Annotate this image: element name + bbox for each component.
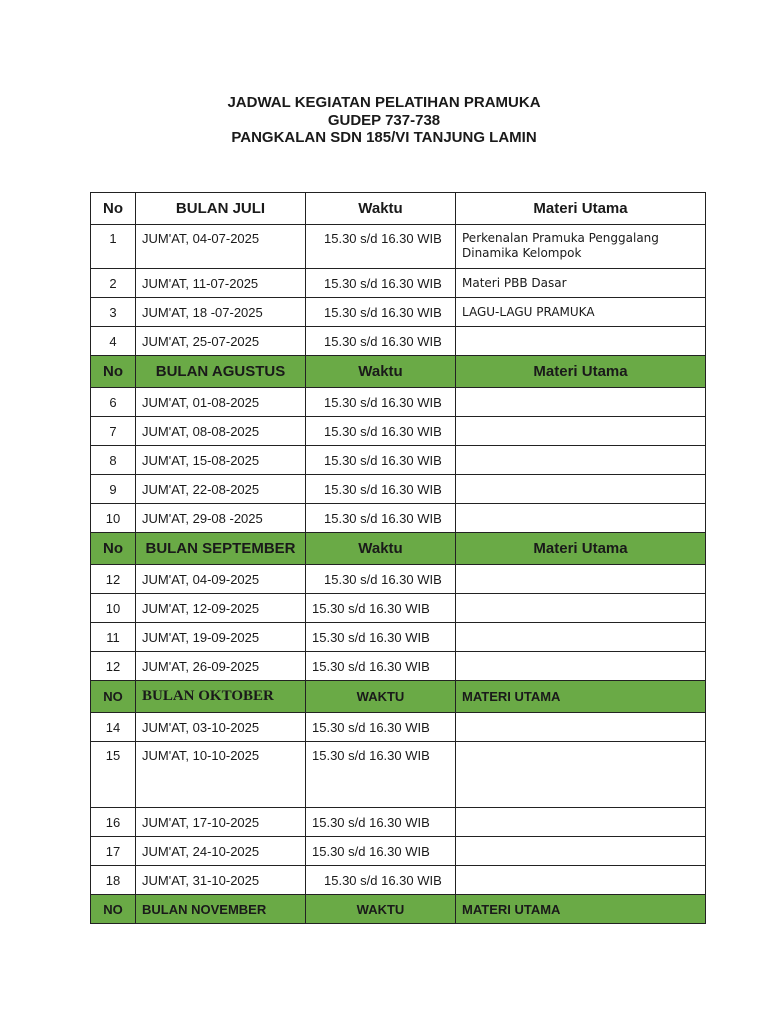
row-date: JUM'AT, 15-08-2025 [136, 446, 306, 475]
table-row [91, 808, 706, 837]
row-material [456, 504, 706, 533]
header-no: NO [91, 895, 136, 924]
header-row-november [91, 895, 706, 924]
header-no: No [91, 193, 136, 225]
row-date: JUM'AT, 08-08-2025 [136, 417, 306, 446]
row-no: 10 [91, 594, 136, 623]
row-material [456, 866, 706, 895]
row-date: JUM'AT, 04-09-2025 [136, 565, 306, 594]
header-no: No [91, 356, 136, 388]
row-time: 15.30 s/d 16.30 WIB [306, 594, 456, 623]
row-time: 15.30 s/d 16.30 WIB [306, 225, 456, 269]
row-material [456, 446, 706, 475]
row-time: 15.30 s/d 16.30 WIB [306, 652, 456, 681]
header-material: Materi Utama [456, 533, 706, 565]
header-month: BULAN OKTOBER [136, 681, 306, 713]
header-row-september [91, 533, 706, 565]
header-material: MATERI UTAMA [456, 681, 706, 713]
row-no: 6 [91, 388, 136, 417]
table-row [91, 594, 706, 623]
row-no: 3 [91, 298, 136, 327]
row-date: JUM'AT, 01-08-2025 [136, 388, 306, 417]
row-date: JUM'AT, 24-10-2025 [136, 837, 306, 866]
row-time: 15.30 s/d 16.30 WIB [306, 269, 456, 298]
table-row [91, 417, 706, 446]
row-date: JUM'AT, 26-09-2025 [136, 652, 306, 681]
row-time: 15.30 s/d 16.30 WIB [306, 388, 456, 417]
row-material: LAGU-LAGU PRAMUKA [456, 298, 706, 327]
row-material [456, 475, 706, 504]
header-month: BULAN SEPTEMBER [136, 533, 306, 565]
header-material: Materi Utama [456, 193, 706, 225]
table-row [91, 837, 706, 866]
row-date: JUM'AT, 11-07-2025 [136, 269, 306, 298]
table-row [91, 565, 706, 594]
row-date: JUM'AT, 25-07-2025 [136, 327, 306, 356]
row-no: 1 [91, 225, 136, 269]
material-line-2: Dinamika Kelompok [462, 246, 582, 260]
table-row [91, 269, 706, 298]
table-row [91, 388, 706, 417]
row-time: 15.30 s/d 16.30 WIB [306, 298, 456, 327]
table-row [91, 446, 706, 475]
header-no: No [91, 533, 136, 565]
table-row [91, 298, 706, 327]
table-row [91, 742, 706, 808]
row-date: JUM'AT, 19-09-2025 [136, 623, 306, 652]
table-row [91, 713, 706, 742]
row-no: 15 [91, 742, 136, 808]
title-line-3: PANGKALAN SDN 185/VI TANJUNG LAMIN [231, 129, 537, 146]
row-material [456, 623, 706, 652]
table-row [91, 866, 706, 895]
table-row [91, 652, 706, 681]
schedule-table [90, 192, 706, 924]
row-material [456, 713, 706, 742]
header-time: WAKTU [306, 681, 456, 713]
row-time: 15.30 s/d 16.30 WIB [306, 866, 456, 895]
row-material [456, 388, 706, 417]
row-material [456, 652, 706, 681]
document-title [0, 94, 768, 147]
row-time: 15.30 s/d 16.30 WIB [306, 446, 456, 475]
header-row-agustus [91, 356, 706, 388]
row-time: 15.30 s/d 16.30 WIB [306, 837, 456, 866]
row-material [456, 565, 706, 594]
title-line-1: JADWAL KEGIATAN PELATIHAN PRAMUKA [227, 94, 541, 111]
row-time: 15.30 s/d 16.30 WIB [306, 475, 456, 504]
row-material [456, 594, 706, 623]
row-material [456, 327, 706, 356]
row-time: 15.30 s/d 16.30 WIB [306, 808, 456, 837]
table-row [91, 327, 706, 356]
row-no: 18 [91, 866, 136, 895]
row-time: 15.30 s/d 16.30 WIB [306, 327, 456, 356]
header-time: Waktu [306, 193, 456, 225]
row-date: JUM'AT, 18 -07-2025 [136, 298, 306, 327]
row-material: Materi PBB Dasar [456, 269, 706, 298]
row-material [456, 225, 706, 269]
row-material [456, 837, 706, 866]
row-no: 4 [91, 327, 136, 356]
header-month: BULAN JULI [136, 193, 306, 225]
row-date: JUM'AT, 12-09-2025 [136, 594, 306, 623]
header-no: NO [91, 681, 136, 713]
row-date: JUM'AT, 31-10-2025 [136, 866, 306, 895]
row-time: 15.30 s/d 16.30 WIB [306, 565, 456, 594]
row-time: 15.30 s/d 16.30 WIB [306, 504, 456, 533]
row-no: 2 [91, 269, 136, 298]
header-row-juli [91, 193, 706, 225]
row-time: 15.30 s/d 16.30 WIB [306, 623, 456, 652]
row-no: 10 [91, 504, 136, 533]
table-row [91, 475, 706, 504]
header-month: BULAN AGUSTUS [136, 356, 306, 388]
row-date: JUM'AT, 10-10-2025 [136, 742, 306, 808]
header-row-oktober [91, 681, 706, 713]
row-no: 17 [91, 837, 136, 866]
row-material [456, 417, 706, 446]
row-no: 9 [91, 475, 136, 504]
row-time: 15.30 s/d 16.30 WIB [306, 713, 456, 742]
row-date: JUM'AT, 03-10-2025 [136, 713, 306, 742]
row-date: JUM'AT, 22-08-2025 [136, 475, 306, 504]
row-no: 14 [91, 713, 136, 742]
header-material: Materi Utama [456, 356, 706, 388]
row-material [456, 808, 706, 837]
row-no: 8 [91, 446, 136, 475]
table-row [91, 225, 706, 269]
header-month: BULAN NOVEMBER [136, 895, 306, 924]
row-date: JUM'AT, 17-10-2025 [136, 808, 306, 837]
row-time: 15.30 s/d 16.30 WIB [306, 742, 456, 808]
row-date: JUM'AT, 04-07-2025 [136, 225, 306, 269]
row-no: 11 [91, 623, 136, 652]
row-time: 15.30 s/d 16.30 WIB [306, 417, 456, 446]
header-material: MATERI UTAMA [456, 895, 706, 924]
row-no: 7 [91, 417, 136, 446]
material-line-1: Perkenalan Pramuka Penggalang [462, 231, 659, 245]
row-date: JUM'AT, 29-08 -2025 [136, 504, 306, 533]
table-row [91, 623, 706, 652]
row-no: 12 [91, 565, 136, 594]
header-time: Waktu [306, 533, 456, 565]
header-time: Waktu [306, 356, 456, 388]
row-no: 12 [91, 652, 136, 681]
header-time: WAKTU [306, 895, 456, 924]
table-row [91, 504, 706, 533]
row-material [456, 742, 706, 808]
title-line-2: GUDEP 737-738 [327, 111, 441, 129]
row-no: 16 [91, 808, 136, 837]
